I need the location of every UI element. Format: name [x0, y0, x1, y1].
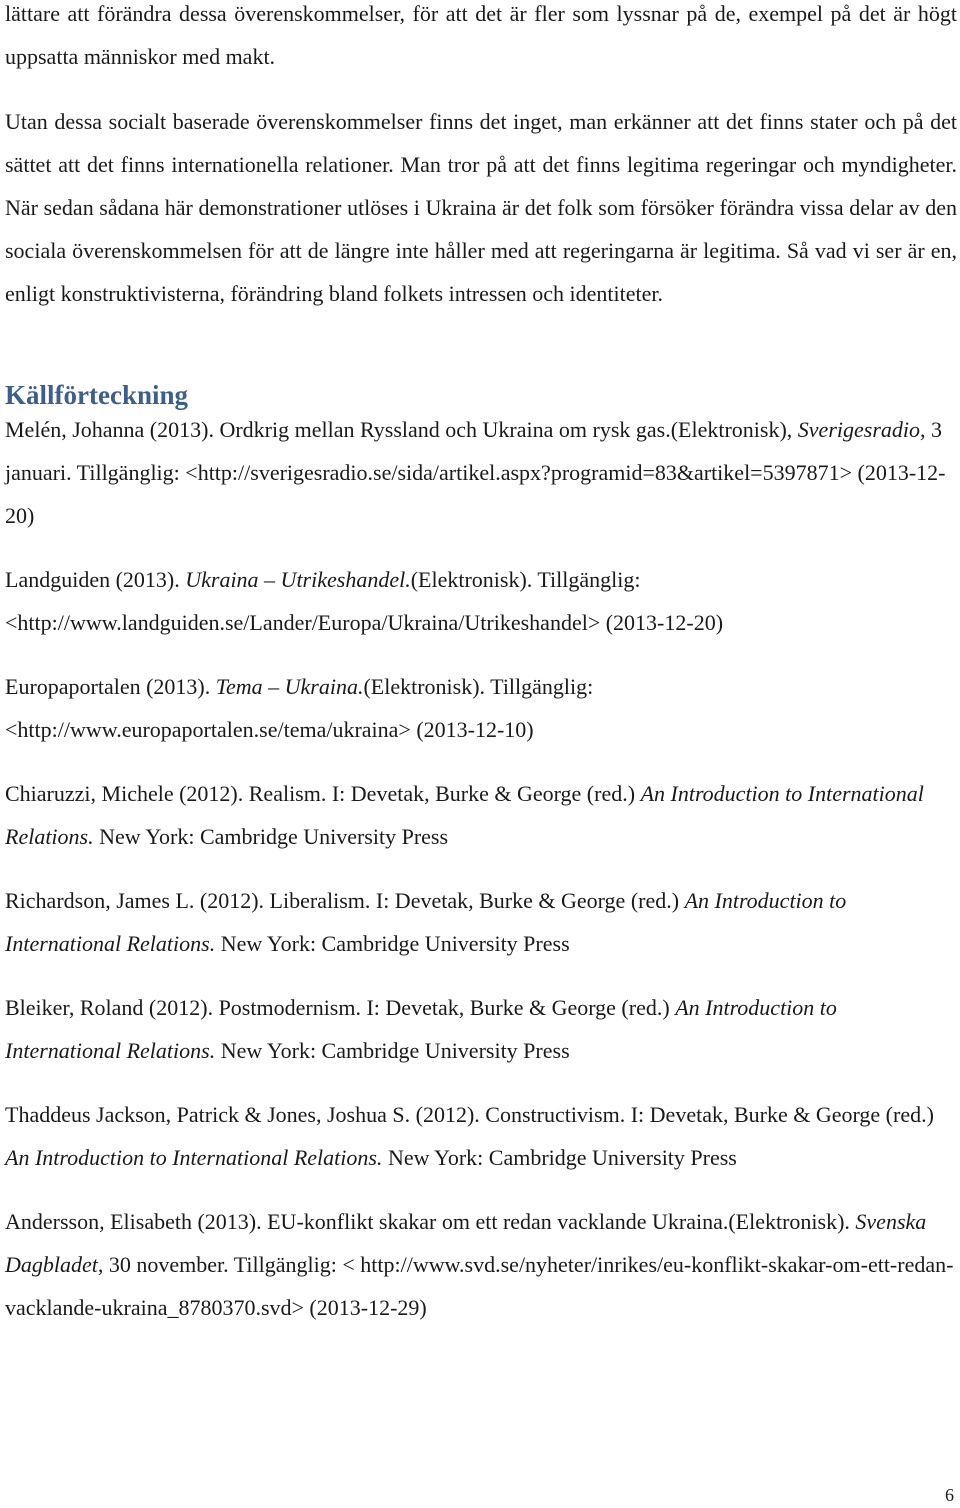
reference-source-title: An Introduction to International Relations. — [5, 781, 924, 849]
reference-source-title: An Introduction to International Relations. — [5, 995, 837, 1063]
reference-text: Melén, Johanna (2013). Ordkrig mellan Ryssland och Ukraina om rysk gas.(Elektronisk), — [5, 417, 798, 442]
reference-text: (Elektronisk). Tillgänglig: <http://www.landguiden.se/Lander/Europa/Ukraina/Utrikeshandel> (2013-12-20) — [5, 567, 724, 635]
reference-source-title: Svenska Dagbladet, — [5, 1209, 927, 1277]
reference-text: 3 januari. Tillgänglig: <http://sverigesradio.se/sida/artikel.aspx?programid=83&artikel=5397871> (2013-12-20) — [5, 417, 946, 528]
reference-text: Thaddeus Jackson, Patrick & Jones, Joshua S. (2012). Constructivism. I: Devetak, Burke & George (red.) — [5, 1102, 934, 1127]
reference-item — [5, 1093, 957, 1179]
reference-text: Chiaruzzi, Michele (2012). Realism. I: Devetak, Burke & George (red.) — [5, 781, 641, 806]
document-page — [5, 0, 957, 1350]
reference-source-title: Ukraina – Utrikeshandel. — [185, 567, 411, 592]
reference-text: New York: Cambridge University Press — [215, 931, 570, 956]
reference-source-title: Sverigesradio, — [797, 417, 926, 442]
reference-item — [5, 665, 957, 751]
reference-text: Bleiker, Roland (2012). Postmodernism. I: Devetak, Burke & George (red.) — [5, 995, 676, 1020]
reference-item — [5, 986, 957, 1072]
body-paragraph-2: Utan dessa socialt baserade överenskommelser finns det inget, man erkänner att det finns stater och på det sättet att det finns internationella relationer. Man tror på att det finns legitima regeringar och myndigheter. När sedan sådana här demonstrationer utlöses i Ukraina är det folk som försöker förändra vissa delar av den sociala överenskommelsen för att de längre inte håller med att regeringarna är legitima. Så vad vi ser är en, enligt konstruktivisterna, förändring bland folkets intressen och identiteter. — [5, 109, 957, 306]
reference-text: 30 november. Tillgänglig: < http://www.svd.se/nyheter/inrikes/eu-konflikt-skakar-om-ett-redan-vacklande-ukraina_8780370.svd> (2013-12-29) — [5, 1252, 954, 1320]
reference-text: New York: Cambridge University Press — [215, 1038, 570, 1063]
reference-item — [5, 879, 957, 965]
reference-item — [5, 1200, 957, 1329]
reference-source-title: An Introduction to International Relations. — [5, 888, 847, 956]
body-paragraph-1: lättare att förändra dessa överenskommelser, för att det är fler som lyssnar på de, exempel på det är högt uppsatta människor med makt. — [5, 1, 957, 69]
page-number: 6 — [945, 1485, 954, 1505]
reference-text: Landguiden (2013). — [5, 567, 186, 592]
reference-text: Andersson, Elisabeth (2013). EU-konflikt skakar om ett redan vacklande Ukraina.(Elektronisk). — [5, 1209, 856, 1234]
reference-item — [5, 558, 957, 644]
references-heading: Källförteckning — [5, 380, 188, 410]
reference-item — [5, 408, 957, 537]
reference-text: New York: Cambridge University Press — [382, 1145, 737, 1170]
reference-source-title: An Introduction to International Relations. — [5, 1145, 383, 1170]
reference-source-title: Tema – Ukraina. — [215, 674, 364, 699]
reference-text: Richardson, James L. (2012). Liberalism. I: Devetak, Burke & George (red.) — [5, 888, 685, 913]
reference-text: (Elektronisk). Tillgänglig: <http://www.europaportalen.se/tema/ukraina> (2013-12-10) — [5, 674, 594, 742]
reference-list — [5, 408, 957, 1329]
reference-item — [5, 772, 957, 858]
reference-text: Europaportalen (2013). — [5, 674, 216, 699]
reference-text: New York: Cambridge University Press — [93, 824, 449, 849]
